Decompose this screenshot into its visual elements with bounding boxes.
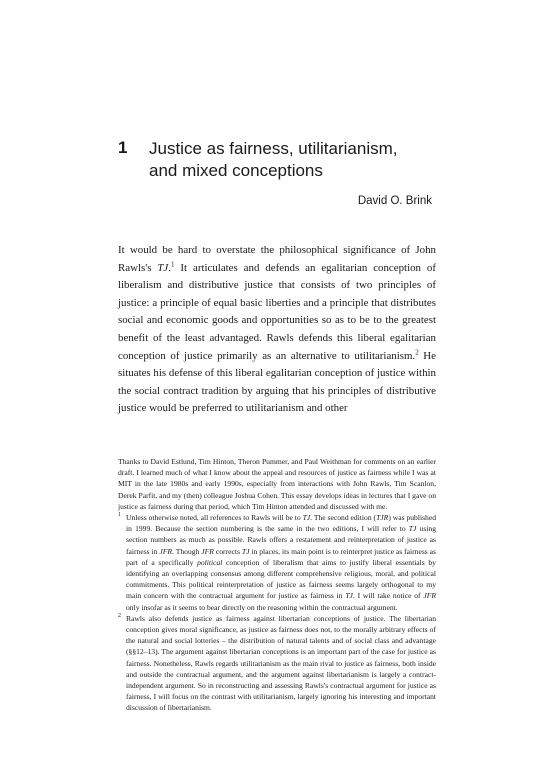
footnote-marker: 1 <box>118 512 121 519</box>
chapter-title-line-1: Justice as fairness, utilitarianism, <box>149 139 398 158</box>
footnote-text: . Though <box>172 546 202 556</box>
body-text-segment: . <box>168 261 171 274</box>
footnote-text: conception of liberalism that aims to justify liberal essentials by identifying an overlapping consensus among different comprehensive religious, moral, and political commitments. This political reinterpretation of justice as fairness seems largely orthogonal to my main concern with the contractual argument for justice as fairness in <box>126 557 436 601</box>
footnote-marker: 2 <box>118 612 121 619</box>
acknowledgment-note: Thanks to David Estlund, Tim Hinton, Theron Pummer, and Paul Weithman for comments on an earlier draft. I learned much of what I know about the appeal and resources of justice as fairness while I was at MIT in the late 1980s and early 1990s, especially from interactions with John Rawls, Tim Scanlon, Derek Parfit, and my (then) colleague Joshua Cohen. This essay develops ideas in lectures that I gave on justice as fairness during that period, which Tim Hinton attended and discussed with me. <box>118 457 436 511</box>
chapter-title-line-2: and mixed conceptions <box>149 161 323 180</box>
emphasis: political <box>197 557 223 567</box>
author-name: David O. Brink <box>357 195 432 207</box>
footnote-text: in places, its main point is to reinterpret justice as fairness as part of a specifically <box>126 546 437 567</box>
title-abbreviation: TJR <box>376 513 389 523</box>
footnote-text: Unless otherwise noted, all references to Rawls will be to <box>126 513 303 523</box>
body-text-segment: It articulates and defends an egalitarian conception of liberalism and distributive justice that consists of two principles of justice: a principle of equal basic liberties and a principle that distributes social and economic goods and opportunities so as to be to the greatest benefit of the least advantaged. Rawls defends this liberal egalitarian conception of justice primarily as an alternative to utilitarianism. <box>118 261 436 362</box>
chapter-number: 1 <box>118 138 128 157</box>
footnotes <box>118 456 436 714</box>
footnote-text: . I will take notice of <box>352 591 424 601</box>
footnote-2 <box>118 613 436 714</box>
footnote-ref-1[interactable]: 1 <box>171 259 175 268</box>
title-abbreviation: JFR <box>159 546 173 556</box>
footnote-ref-2[interactable]: 2 <box>415 347 419 356</box>
body-paragraph <box>118 242 436 418</box>
body-text-segment: It would be hard to overstate the philosophical significance of John Rawls's <box>118 244 436 274</box>
title-abbreviation: JFR <box>201 546 214 556</box>
title-abbreviation: TJ <box>157 261 169 274</box>
footnote-text: . The second edition ( <box>310 513 377 523</box>
title-abbreviation: JFR <box>423 591 436 601</box>
footnote-text: ) was published in 1999. Because the section numbering is the same in the two editions, I will refer to <box>126 513 436 534</box>
footnote-1 <box>118 512 436 613</box>
footnote-text: corrects <box>213 546 242 556</box>
chapter-title <box>149 138 449 182</box>
title-abbreviation: TJ <box>408 524 417 534</box>
footnote-text: only insofar as it seems to bear directly on the reasoning within the contractual argument. <box>126 602 398 612</box>
body-text-segment: He situates his defense of this liberal egalitarian conception of justice within the social contract tradition by arguing that his principles of distributive justice would be preferred to utilitarianism and other <box>118 349 437 415</box>
title-abbreviation: TJ <box>241 546 250 556</box>
footnote-text: Rawls also defends justice as fairness against libertarian conceptions of justice. The libertarian conception gives moral significance, as justice as fairness does not, to the morally arbitrary effects of the natural and social lotteries – the distribution of natural talents and of social class and advantage (§§12–13). The argument against libertarian conceptions is an important part of the case for justice as fairness. Nonetheless, Rawls regards utilitarianism as the main rival to justice as fairness, both inside and outside the contractual argument, and the argument against libertarianism is largely a contract-independent argument. So in reconstructing and assessing Rawls's contractual argument for justice as fairness, I will focus on the contrast with utilitarianism, largely ignoring his interesting and important discussion of libertarianism. <box>126 613 436 713</box>
title-abbreviation: TJ <box>345 591 353 601</box>
footnote-text: using section numbers as much as possible. Rawls offers a restatement and reinterpretation of justice as fairness in <box>126 524 436 556</box>
title-abbreviation: TJ <box>302 513 311 523</box>
